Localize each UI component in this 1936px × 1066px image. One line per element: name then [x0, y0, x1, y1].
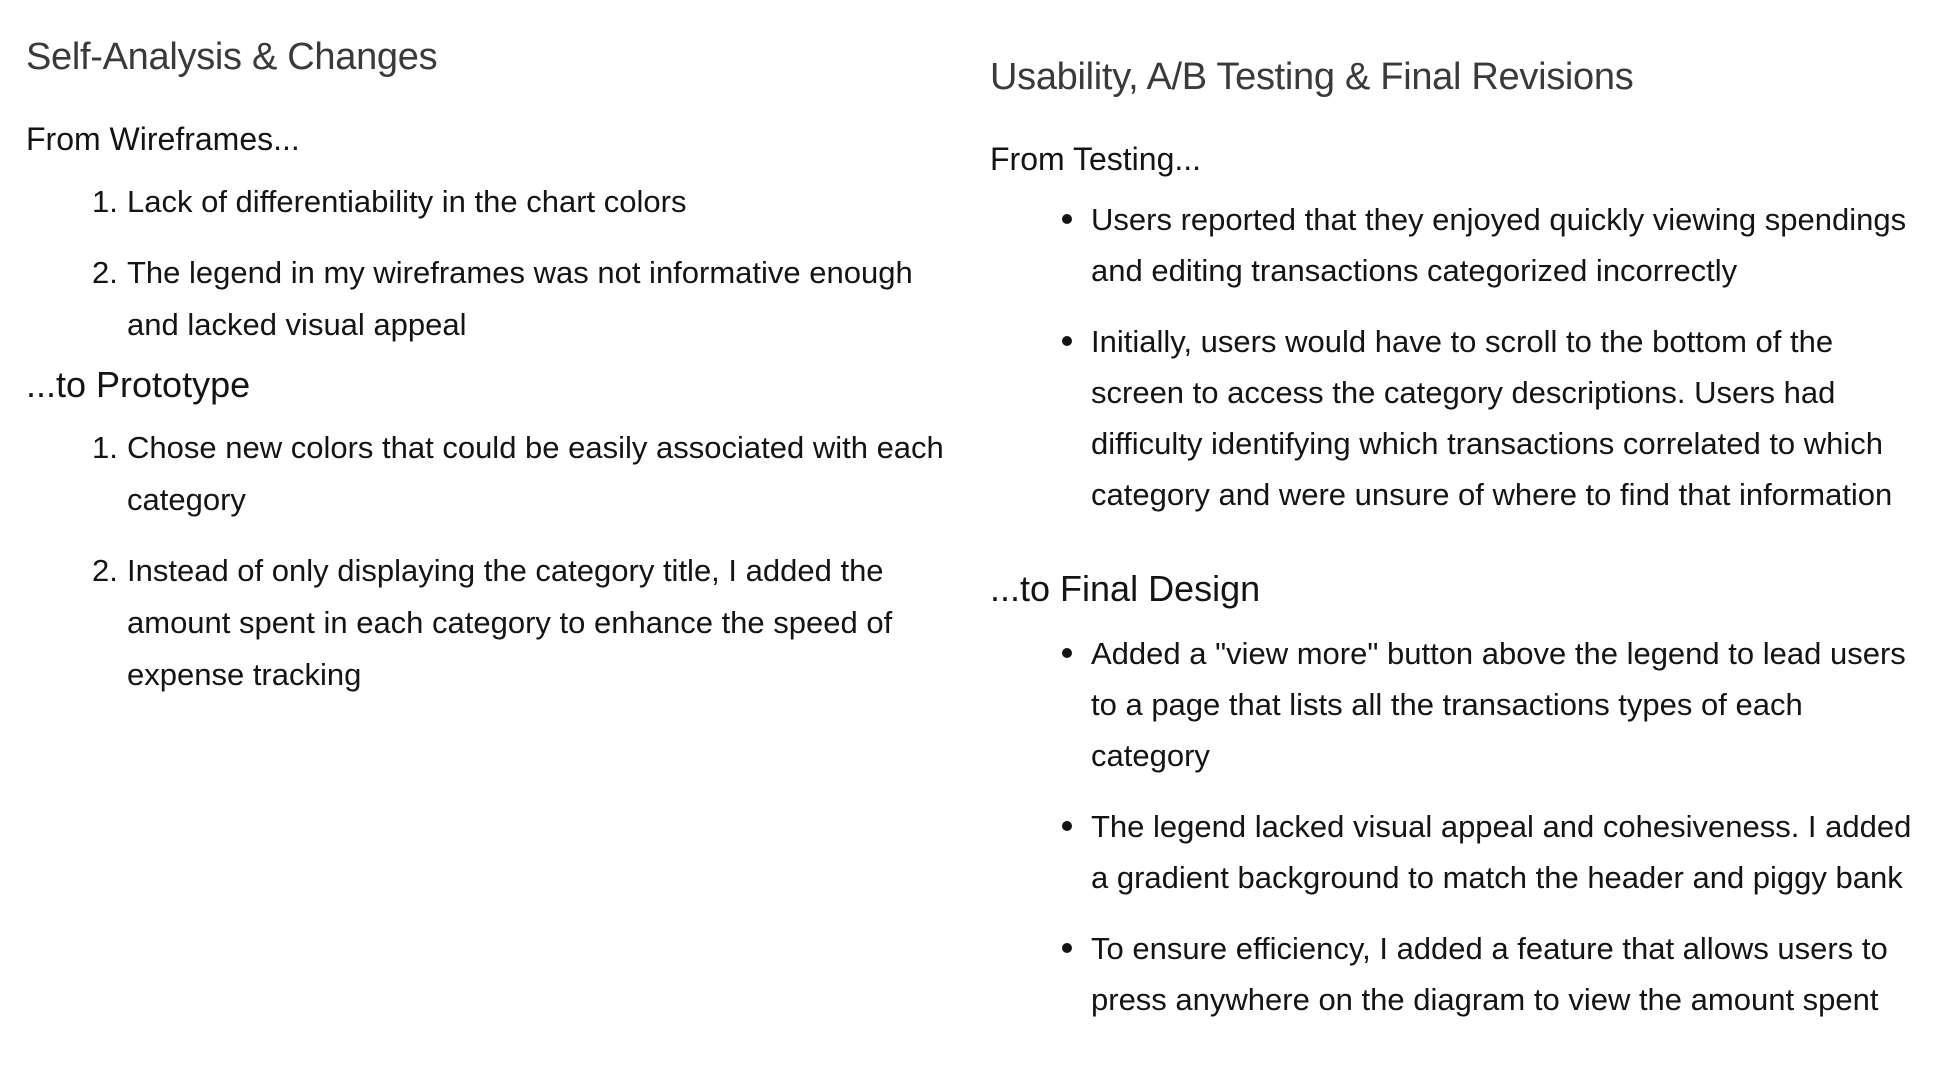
bullet-icon	[1062, 821, 1072, 831]
list-item-text: Added a "view more" button above the legend to lead users to a page that lists all the transactions types of each category	[1091, 636, 1906, 773]
list-item-text: Initially, users would have to scroll to the bottom of the screen to access the category descriptions. Users had difficulty identifying which transactions correlated to which category and were unsure of where to find that information	[1091, 324, 1893, 512]
list-item-text: Chose new colors that could be easily associated with each category	[127, 430, 944, 517]
to-prototype-label: ...to Prototype	[26, 364, 251, 405]
list-number: 2.	[92, 553, 118, 588]
section-title-self-analysis: Self-Analysis & Changes	[26, 36, 438, 78]
bullet-icon	[1062, 648, 1072, 658]
prototype-changes-list	[26, 422, 966, 701]
list-item	[990, 923, 1930, 1025]
list-item-text: Users reported that they enjoyed quickly viewing spendings and editing transactions categorized incorrectly	[1091, 202, 1907, 288]
bullet-icon	[1062, 214, 1072, 224]
list-item	[26, 176, 966, 228]
wireframe-issues-list	[26, 176, 966, 351]
right-column	[990, 0, 1930, 1025]
from-testing-label: From Testing...	[990, 141, 1202, 177]
final-design-changes-list	[990, 628, 1930, 1025]
list-item	[990, 801, 1930, 903]
list-item-text: Lack of differentiability in the chart colors	[127, 184, 687, 219]
testing-findings-list	[990, 194, 1930, 520]
list-item-text: Instead of only displaying the category title, I added the amount spent in each category to enhance the speed of expense tracking	[127, 553, 893, 692]
to-final-design-label: ...to Final Design	[990, 568, 1261, 609]
list-number: 1.	[92, 430, 118, 465]
list-item-text: The legend lacked visual appeal and cohesiveness. I added a gradient background to match the header and piggy bank	[1091, 809, 1912, 895]
list-item	[26, 422, 966, 526]
left-column	[26, 0, 966, 701]
section-title-usability-testing: Usability, A/B Testing & Final Revisions	[990, 56, 1634, 98]
list-number: 1.	[92, 184, 118, 219]
bullet-icon	[1062, 336, 1072, 346]
list-item-text: To ensure efficiency, I added a feature that allows users to press anywhere on the diagram to view the amount spent	[1091, 931, 1888, 1017]
bullet-icon	[1062, 943, 1072, 953]
from-wireframes-label: From Wireframes...	[26, 121, 300, 157]
list-item	[990, 194, 1930, 296]
list-number: 2.	[92, 255, 118, 290]
list-item	[990, 316, 1930, 520]
list-item	[990, 628, 1930, 781]
list-item	[26, 545, 966, 701]
list-item-text: The legend in my wireframes was not informative enough and lacked visual appeal	[127, 255, 913, 342]
list-item	[26, 247, 966, 351]
